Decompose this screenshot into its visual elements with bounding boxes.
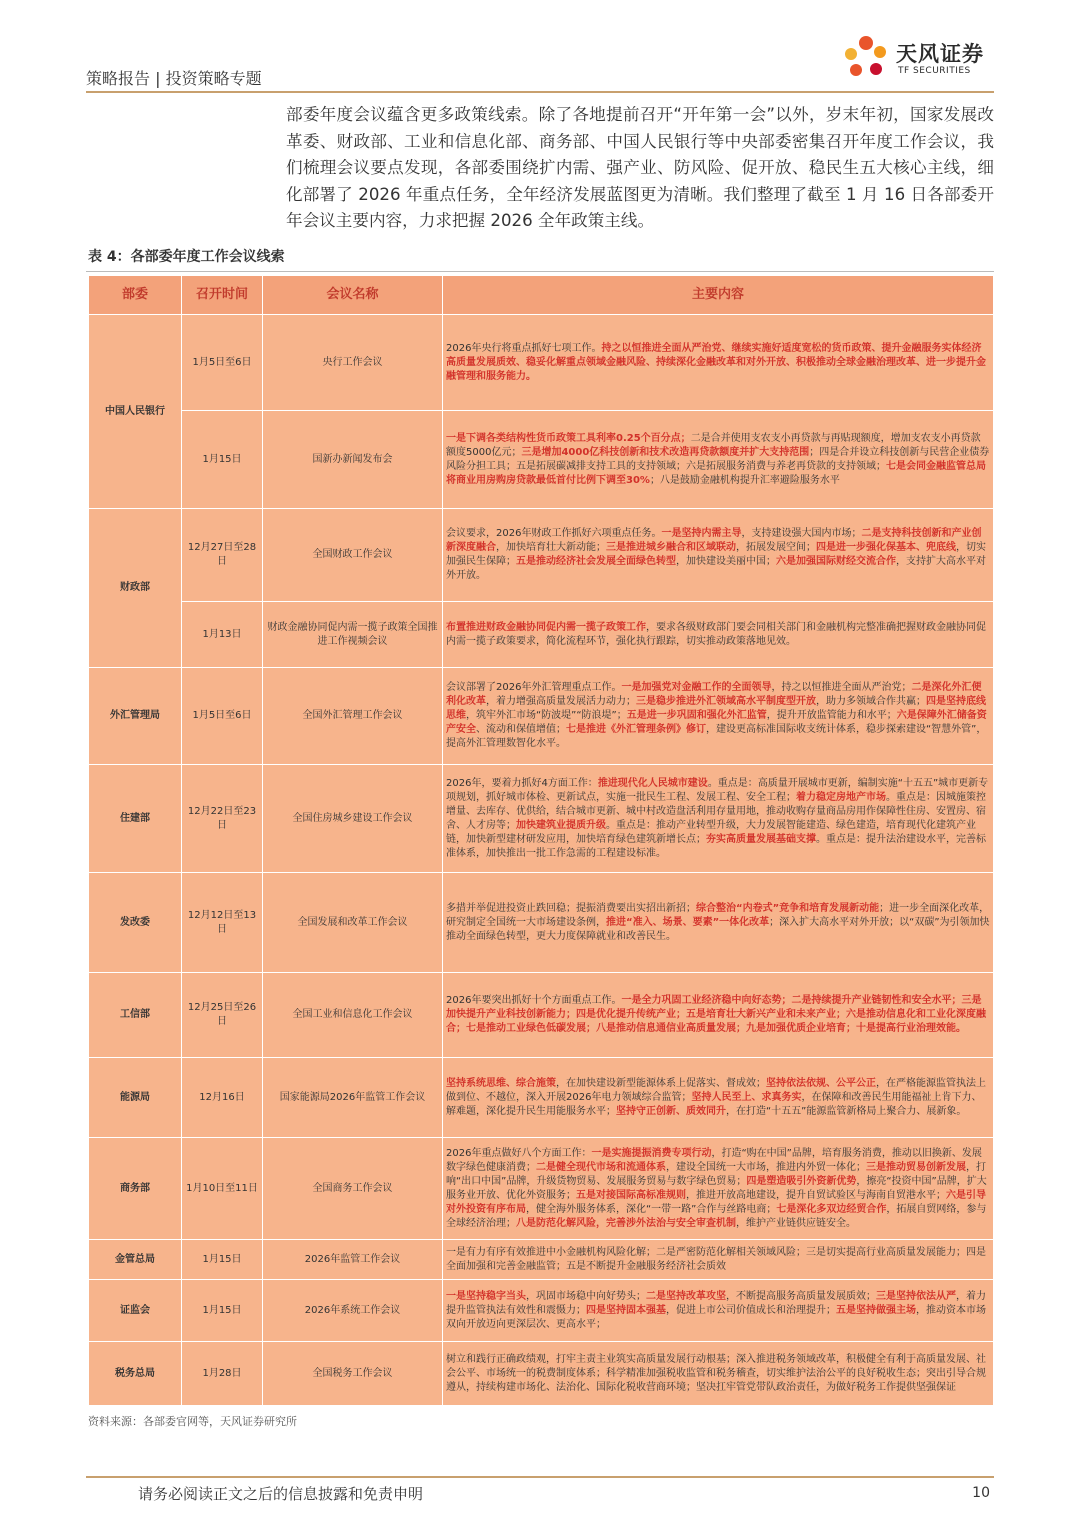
content-text: ，不断提高服务高质量发展质效； <box>726 1290 876 1302</box>
highlighted-text: 八是防范化解风险，完善涉外法治与安全审查机制 <box>516 1217 736 1229</box>
table-title: 表 4：各部委年度工作会议线索 <box>88 249 285 265</box>
cell-content <box>443 1138 994 1240</box>
cell-dept: 发改委 <box>89 873 182 973</box>
content-text: ，在保障和改善民生用能福祉上肯下力、解难题，深化提升民生用能服务水平； <box>446 1091 982 1117</box>
highlighted-text: 三是增加4000亿科技创新和技术改造再贷款额度并扩大支持范围 <box>521 446 810 458</box>
cell-date: 1月5日至6日 <box>182 315 263 411</box>
highlighted-text: 三是推动贸易创新发展 <box>866 1161 966 1173</box>
cell-content <box>443 1342 994 1406</box>
intro-paragraph <box>286 102 994 235</box>
header-meeting: 会议名称 <box>263 276 443 315</box>
cell-dept: 财政部 <box>89 509 182 668</box>
cell-meeting: 国家能源局2026年监管工作会议 <box>263 1058 443 1138</box>
highlighted-text: 五是坚持做强主场 <box>836 1304 916 1316</box>
table-row <box>89 315 994 411</box>
highlighted-text: 六是引导对外投资有序布局 <box>446 1189 986 1215</box>
content-text: 、流动和保值增值； <box>476 724 566 735</box>
logo-text-en: TF SECURITIES <box>898 66 971 76</box>
content-text: 2026年央行将重点抓好七项工作。 <box>446 342 602 354</box>
table-row <box>89 1280 994 1342</box>
highlighted-text: 布置推进财政金融协同促内需一揽子政策工作 <box>446 621 646 633</box>
cell-content <box>443 973 994 1058</box>
content-text: ，提升开放监管能力和水平； <box>766 710 897 721</box>
highlighted-text: 二是健全现代市场和流通体系 <box>536 1161 666 1173</box>
content-text: ，助力多领域合作共赢； <box>816 696 926 707</box>
cell-dept: 金管总局 <box>89 1240 182 1280</box>
content-text: ，擦亮“投资中国”品牌，扩大服务业开放、优化外资服务； <box>446 1175 987 1201</box>
cell-date: 1月13日 <box>182 602 263 668</box>
cell-meeting: 全国财政工作会议 <box>263 509 443 602</box>
table-title-rule <box>86 271 994 272</box>
table-row <box>89 668 994 765</box>
cell-dept: 住建部 <box>89 765 182 873</box>
table-header-row <box>89 276 994 315</box>
cell-content <box>443 873 994 973</box>
highlighted-text: 一是实施提振消费专项行动 <box>591 1147 712 1159</box>
highlighted-text: 六是加强国际财经交流合作 <box>776 556 896 567</box>
cell-dept: 外汇管理局 <box>89 668 182 765</box>
cell-dept: 工信部 <box>89 973 182 1058</box>
highlighted-text: 四是进一步强化保基本、兜底线 <box>816 542 956 553</box>
cell-content <box>443 315 994 411</box>
table-row <box>89 765 994 873</box>
cell-meeting: 央行工作会议 <box>263 315 443 411</box>
content-text: ；八是鼓励金融机构提升汇率避险服务水平 <box>649 474 840 486</box>
content-text: ，拓展发展空间； <box>736 542 816 553</box>
cell-meeting: 国新办新闻发布会 <box>263 411 443 509</box>
cell-date: 12月27日至28日 <box>182 509 263 602</box>
highlighted-text: 四是坚持固本强基 <box>586 1304 666 1316</box>
content-text: ，加快培育壮大新动能； <box>496 542 606 553</box>
content-text: ，促进上市公司价值成长和治理提升； <box>666 1304 836 1316</box>
content-text: ，着力增强高质量发展活力动力； <box>486 696 636 707</box>
content-text: ；深入扩大高水平对外开放；以“双碳”为引领加快推动全面绿色转型，更大力度保障就业和改善民生。 <box>446 916 990 942</box>
highlighted-text: 一是坚持稳字当头 <box>446 1290 526 1302</box>
content-text: ；进一步全面深化改革，研究制定全国统一大市场建设条例， <box>446 902 990 928</box>
cell-meeting: 全国住房城乡建设工作会议 <box>263 765 443 873</box>
cell-content <box>443 1240 994 1280</box>
table-row <box>89 509 994 602</box>
content-text: 2026年要突出抓好十个方面重点工作。 <box>446 995 622 1006</box>
content-text: 2026年重点做好八个方面工作： <box>446 1147 592 1159</box>
content-text: 多措并举促进投资止跌回稳；提振消费要出实招出新招； <box>446 902 696 914</box>
table-row <box>89 1138 994 1240</box>
cell-meeting: 2026年系统工作会议 <box>263 1280 443 1342</box>
cell-content <box>443 668 994 765</box>
cell-dept: 能源局 <box>89 1058 182 1138</box>
cell-meeting: 2026年监管工作会议 <box>263 1240 443 1280</box>
ministry-meetings-table <box>88 275 994 1406</box>
highlighted-text: 着力稳定房地产市场 <box>796 791 886 803</box>
cell-meeting: 全国发展和改革工作会议 <box>263 873 443 973</box>
content-text: ，要求各级财政部门要会同相关部门和金融机构完整准确把握财政金融协同促内需一揽子政策要求，简化流程环节，强化执行跟踪，切实推动政策落地见效。 <box>446 621 986 647</box>
content-text: ，加快建设美丽中国； <box>676 556 776 567</box>
cell-date: 1月15日 <box>182 1240 263 1280</box>
cell-dept: 商务部 <box>89 1138 182 1240</box>
table-row <box>89 873 994 973</box>
cell-date: 1月10日至11日 <box>182 1138 263 1240</box>
content-text: ，打响“出口中国”品牌，升级货物贸易、发展服务贸易与数字绿色贸易； <box>446 1161 986 1187</box>
highlighted-text: 坚持系统思维、综合施策 <box>446 1077 556 1089</box>
highlighted-text: 三是稳步推进外汇领域高水平制度型开放 <box>636 696 816 707</box>
content-text: ，支持建设强大国内市场； <box>741 528 862 539</box>
footer-rule <box>86 1476 994 1478</box>
content-text: ，拓展自贸网络，参与全球经济治理； <box>446 1203 987 1229</box>
disclaimer: 请务必阅读正文之后的信息披露和免责申明 <box>138 1485 424 1503</box>
content-text: 一是有力有序有效推进中小金融机构风险化解；二是严密防范化解相关领域风险；三是切实提高行业高质量发展能力；四是全面加强和完善金融监管；五是不断提升金融服务经济社会质效 <box>446 1246 986 1272</box>
content-text: 二是合并使用支农支小再贷款与再贴现额度，增加支农支小再贷款额度5000亿元； <box>446 432 981 458</box>
cell-meeting: 全国外汇管理工作会议 <box>263 668 443 765</box>
cell-content <box>443 509 994 602</box>
highlighted-text: 五是推动经济社会发展全面绿色转型 <box>516 556 676 567</box>
content-text: ，巩固市场稳中向好势头； <box>526 1290 646 1302</box>
content-text: ，筑牢外汇市场“防波堤”“防浪堤”； <box>466 710 627 721</box>
cell-dept: 证监会 <box>89 1280 182 1342</box>
cell-date: 1月15日 <box>182 1280 263 1342</box>
cell-meeting: 财政金融协同促内需一揽子政策全国推进工作视频会议 <box>263 602 443 668</box>
cell-date: 12月22日至23日 <box>182 765 263 873</box>
highlighted-text: 夯实高质量发展基础支撑 <box>706 833 816 845</box>
page-header <box>86 42 994 92</box>
cell-date: 1月15日 <box>182 411 263 509</box>
highlighted-text: 七是会同金融监管总局将商业用房购房贷款最低首付比例下调至30% <box>446 460 986 486</box>
highlighted-text: 七是推进《外汇管理条例》修订 <box>566 724 706 735</box>
header-date: 召开时间 <box>182 276 263 315</box>
content-text: ，健全海外服务体系，深化“一带一路”合作与丝路电商； <box>526 1203 777 1215</box>
highlighted-text: 推进“准入、场景、要素”一体化改革 <box>606 916 770 928</box>
content-text: ，在打造“十五五”能源监管新格局上聚合力、展新象。 <box>726 1105 967 1117</box>
content-text: 树立和践行正确政绩观，打牢主责主业筑实高质量发展行动根基；深入推进税务领域改革，积极健全有利于高质量发展、社会公平、市场统一的税费制度体系；科学精准加强税收监管和税务稽查，切实维护法治公平的良好税收生态；突出引导合规遵从，持续构建市场化、法治化、国际化税收营商环境；坚决扛牢管党带队政治责任，为做好税务工作提供坚强保证 <box>446 1353 986 1393</box>
content-text: ，打造“购在中国”品牌，培育服务消费，推动以旧换新、发展数字绿色健康消费； <box>446 1147 982 1173</box>
highlighted-text: 二是坚持改革攻坚 <box>646 1290 726 1302</box>
highlighted-text: 五是对接国际高标准规则 <box>576 1189 686 1201</box>
table-row <box>89 1058 994 1138</box>
cell-date: 1月28日 <box>182 1342 263 1406</box>
page-number: 10 <box>972 1485 990 1501</box>
content-text: ，建设全国统一大市场，推进内外贸一体化； <box>666 1161 866 1173</box>
source-note: 资料来源：各部委官网等，天风证券研究所 <box>88 1415 297 1428</box>
highlighted-text: 五是进一步巩固和强化外汇监管 <box>626 710 767 721</box>
logo-text-cn: 天风证券 <box>896 42 984 66</box>
content-text: ，建设更高标准国际收支统计体系，稳步探索建设“智慧外管”，提高外汇管理数智化水平。 <box>446 724 987 749</box>
highlighted-text: 二是深化外汇便利化改革 <box>446 682 982 707</box>
content-text: 会议部署了2026年外汇管理重点工作。 <box>446 682 622 693</box>
company-logo <box>842 32 994 86</box>
table-row <box>89 602 994 668</box>
logo-flower-icon <box>842 34 890 82</box>
highlighted-text: 七是深化多双边经贸合作 <box>776 1203 887 1215</box>
cell-date: 1月5日至6日 <box>182 668 263 765</box>
content-text: ，在加快建设新型能源体系上促落实、督成效； <box>556 1077 766 1089</box>
cell-date: 12月12日至13日 <box>182 873 263 973</box>
cell-content <box>443 1058 994 1138</box>
content-text: 会议要求，2026年财政工作抓好六项重点任务。 <box>446 528 662 539</box>
table-row <box>89 1342 994 1406</box>
highlighted-text: 坚持依法依规、公平公正 <box>766 1077 876 1089</box>
cell-date: 12月25日至26日 <box>182 973 263 1058</box>
table-body <box>89 315 994 1406</box>
cell-meeting: 全国工业和信息化工作会议 <box>263 973 443 1058</box>
cell-meeting: 全国商务工作会议 <box>263 1138 443 1240</box>
content-text: ，维护产业链供应链安全。 <box>736 1217 856 1229</box>
content-text: ，持之以恒推进全面从严治党； <box>771 682 912 693</box>
cell-content <box>443 1280 994 1342</box>
highlighted-text: 坚持守正创新、质效同升 <box>616 1105 726 1117</box>
highlighted-text: 加快建筑业提质升级 <box>516 819 606 831</box>
highlighted-text: 六是保障外汇储备资产安全 <box>446 710 987 735</box>
content-text: 。重点是：因城施策控增量、去库存、优供给，结合城市更新、城中村改造盘活利用存量用地，推动收购存量商品房用作保障性住房、安置房、宿舍、人才房等； <box>446 791 986 831</box>
highlighted-text: 四是塑造吸引外资新优势 <box>746 1175 857 1187</box>
highlighted-text: 推进现代化人民城市建设 <box>597 777 708 789</box>
highlighted-text: 一是下调各类结构性货币政策工具利率0.25个百分点； <box>446 432 691 444</box>
cell-content <box>443 411 994 509</box>
highlighted-text: 持之以恒推进全面从严治党、继续实施好适度宽松的货币政策、提升金融服务实体经济高质量发展质效、稳妥化解重点领域金融风险、持续深化金融改革和对外开放、积极推动全球金融治理改革、进一步提升金融管理和服务能力。 <box>446 342 986 382</box>
content-text: ，推进开放高地建设，提升自贸试验区与海南自贸港水平； <box>686 1189 946 1201</box>
cell-dept: 税务总局 <box>89 1342 182 1406</box>
highlighted-text: 坚持人民至上、求真务实 <box>691 1091 802 1103</box>
content-text: ，切实加强民生保障； <box>446 542 986 567</box>
cell-dept: 中国人民银行 <box>89 315 182 509</box>
cell-meeting: 全国税务工作会议 <box>263 1342 443 1406</box>
highlighted-text: 三是坚持依法从严 <box>876 1290 956 1302</box>
content-text: 。重点是：推动产业转型升级，大力发展智能建造、绿色建造，培育现代化建筑产业链，加快新型建材研发应用，加快培育绿色建筑新增长点； <box>446 819 976 845</box>
cell-content <box>443 602 994 668</box>
cell-date: 12月16日 <box>182 1058 263 1138</box>
highlighted-text: 综合整治“内卷式”竞争和培育发展新动能 <box>696 902 880 914</box>
highlighted-text: 三是推进城乡融合和区域联动 <box>606 542 736 553</box>
table-row <box>89 1240 994 1280</box>
header-content: 主要内容 <box>443 276 994 315</box>
breadcrumb: 策略报告 | 投资策略专题 <box>86 69 262 88</box>
header-dept: 部委 <box>89 276 182 315</box>
intro-text: 部委年度会议蕴含更多政策线索。除了各地提前召开“开年第一会”以外，岁末年初，国家发展改革委、财政部、工业和信息化部、商务部、中国人民银行等中央部委密集召开年度工作会议，我们梳理会议要点发现，各部委围绕扩内需、强产业、防风险、促开放、稳民生五大核心主线，细化部署了 2026 年重点任务，全年经济发展蓝图更为清晰。我们整理了截至 1 月 16 日各部委开年会议主要内容，力求把握 2026 全年政策主线。 <box>286 105 994 230</box>
content-text: 2026年，要着力抓好4方面工作： <box>446 777 598 789</box>
highlighted-text: 二是支持科技创新和产业创新深度融合 <box>446 528 982 553</box>
content-text: ；四是合并设立科技创新与民营企业债券风险分担工具；五是拓展碳减排支持工具的支持领域；六是拓展服务消费与养老再贷款的支持领域； <box>446 446 990 472</box>
table-row <box>89 973 994 1058</box>
content-text: ，推动资本市场双向开放迈向更深层次、更高水平； <box>446 1304 986 1330</box>
header-rule <box>86 91 994 93</box>
highlighted-text: 一是坚持内需主导 <box>661 528 742 539</box>
content-text: ，在严格能源监管执法上做到位、不越位，深入开展2026年电力领域综合监管； <box>446 1077 986 1103</box>
content-text: 。重点是：提升法治建设水平，完善标准体系，加快推出一批工作急需的工程建设标准。 <box>446 833 986 859</box>
table-row <box>89 411 994 509</box>
content-text: 。重点是：高质量开展城市更新，编制实施“十五五”城市更新专项规划，抓好城市体检、更新试点，实施一批民生工程、发展工程、安全工程； <box>446 777 989 803</box>
content-text: ，支持扩大高水平对外开放。 <box>446 556 986 581</box>
highlighted-text: 四是坚持底线思维 <box>446 696 986 721</box>
cell-content <box>443 765 994 873</box>
highlighted-text: 一是加强党对金融工作的全面领导 <box>621 682 772 693</box>
content-text: ，着力提升监管执法有效性和震慑力； <box>446 1290 986 1316</box>
highlighted-text: 一是全力巩固工业经济稳中向好态势；二是持续提升产业链韧性和安全水平；三是加快提升产业科技创新能力；四是优化提升传统产业；五是培育壮大新兴产业和未来产业；六是推动信息化和工业化深度融合；七是推动工业绿色低碳发展；八是推动信息通信业高质量发展；九是加强优质企业培育；十是提高行业治理效能。 <box>446 995 986 1034</box>
